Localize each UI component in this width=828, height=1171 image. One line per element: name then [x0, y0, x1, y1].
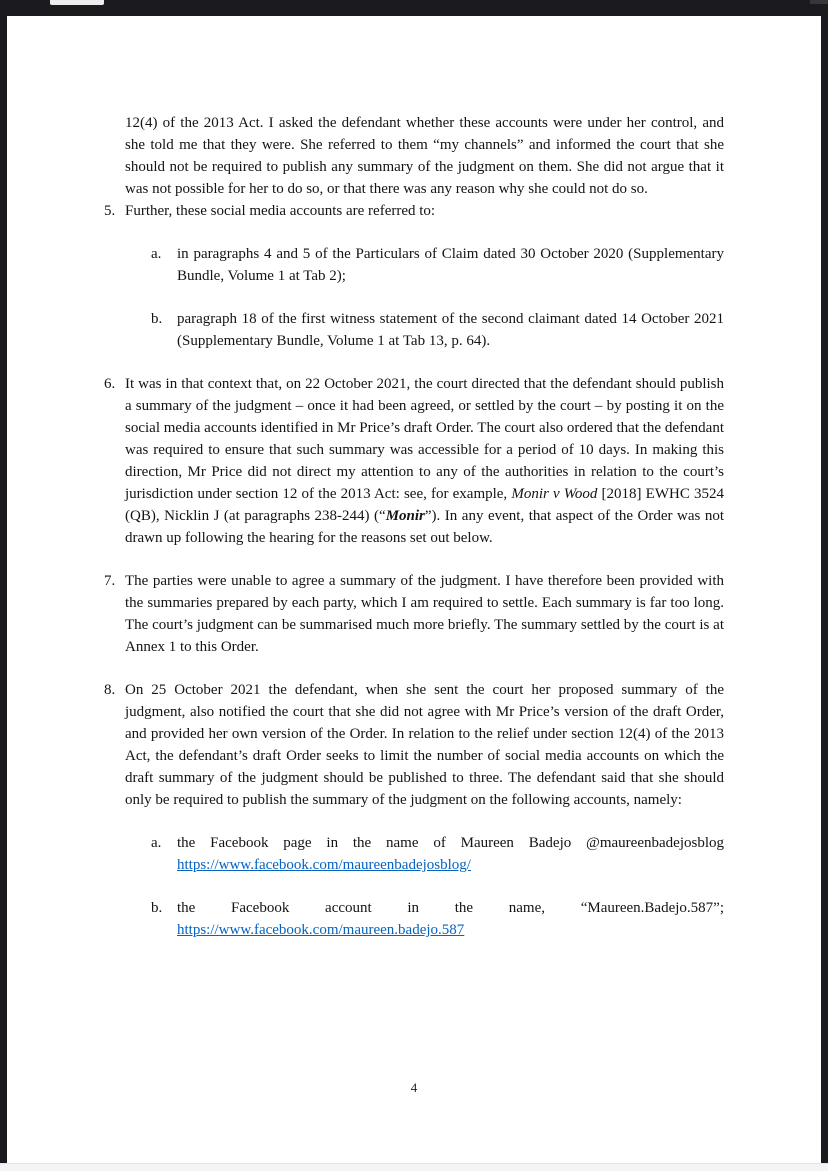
list-item-5b-letter: b. — [151, 311, 163, 327]
paragraph-8 — [104, 679, 724, 941]
list-item-8a — [151, 832, 724, 876]
paragraph-5 — [104, 200, 724, 352]
paragraph-6-text-mid: [2018] EWHC 3524 (QB), Nicklin J (at paragraphs 238-244) (“ — [125, 486, 724, 524]
document-content — [7, 16, 821, 962]
paragraph-6-number: 6. — [104, 376, 116, 392]
case-citation-monir-v-wood: Monir v Wood — [511, 486, 598, 502]
case-short-name-monir: Monir — [385, 508, 425, 524]
paragraph-5-text: Further, these social media accounts are referred to: — [125, 203, 436, 219]
facebook-page-link[interactable]: https://www.facebook.com/maureenbadejosblog/ — [177, 857, 471, 873]
list-item-8b-letter: b. — [151, 900, 163, 916]
list-item-5a-letter: a. — [151, 246, 162, 262]
paragraph-5-number: 5. — [104, 203, 116, 219]
paragraph-7-text: The parties were unable to agree a summary of the judgment. I have therefore been provided with the summaries prepared by each party, which I am required to settle. Each summary is far too long. The court’s judgment can be summarised much more briefly. The summary settled by the court is at Annex 1 to this Order. — [125, 573, 724, 655]
list-item-8a-text — [177, 832, 724, 876]
list-item-8b-description: the Facebook account in the name, “Maureen.Badejo.587”; — [177, 900, 724, 916]
paragraph-4-continuation: 12(4) of the 2013 Act. I asked the defendant whether these accounts were under her control, and she told me that they were. She referred to them “my channels” and informed the court that she should not be required to publish any summary of the judgment on them. She did not argue that it was not possible for her to do so, or that there was any reason why she could not do so. — [125, 115, 724, 197]
paragraph-7-number: 7. — [104, 573, 116, 589]
paragraph-6-text — [125, 373, 724, 549]
page-number: 4 — [410, 1080, 418, 1095]
document-page — [7, 16, 821, 1163]
paragraph-8-text: On 25 October 2021 the defendant, when she sent the court her proposed summary of the judgment, also notified the court that she did not agree with Mr Price’s version of the draft Order, and provided her own version of the Order. In relation to the relief under section 12(4) of the 2013 Act, the defendant’s draft Order seeks to limit the number of social media accounts on which the draft summary of the judgment should be published to three. The defendant said that she should only be required to publish the summary of the judgment on the following accounts, namely: — [125, 682, 724, 808]
list-item-8a-description: the Facebook page in the name of Maureen Badejo @maureenbadejosblog — [177, 835, 724, 851]
paragraph-8-number: 8. — [104, 682, 116, 698]
list-item-8b — [151, 897, 724, 941]
paragraph-6-text-before: It was in that context that, on 22 October 2021, the court directed that the defendant should publish a summary of the judgment – once it had been agreed, or settled by the court – by posting it on the social media accounts identified in Mr Price’s draft Order. The court also ordered that the defendant was required to ensure that such summary was accessible for a period of 10 days. In making this direction, Mr Price did not direct my attention to any of the authorities in relation to the court’s jurisdiction under section 12 of the 2013 Act: see, for example, — [125, 376, 724, 502]
list-item-8a-letter: a. — [151, 835, 162, 851]
browser-chrome-fragment-left — [50, 0, 104, 5]
browser-chrome-fragment-right — [810, 0, 828, 4]
list-item-8b-text — [177, 897, 724, 941]
viewer-bottom-strip — [0, 1163, 828, 1171]
list-item-5a — [151, 243, 724, 287]
list-item-5b-text: paragraph 18 of the first witness statement of the second claimant dated 14 October 2021 (Supplementary Bundle, Volume 1 at Tab 13, p. 64). — [177, 311, 724, 349]
paragraph-6-text-after: ”). In any event, that aspect of the Order was not drawn up following the hearing for the reasons set out below. — [125, 508, 724, 546]
list-item-5b — [151, 308, 724, 352]
paragraph-7 — [104, 570, 724, 658]
paragraph-6 — [104, 373, 724, 549]
facebook-account-link[interactable]: https://www.facebook.com/maureen.badejo.587 — [177, 922, 465, 938]
list-item-5a-text: in paragraphs 4 and 5 of the Particulars of Claim dated 30 October 2020 (Supplementary Bundle, Volume 1 at Tab 2); — [177, 246, 724, 284]
